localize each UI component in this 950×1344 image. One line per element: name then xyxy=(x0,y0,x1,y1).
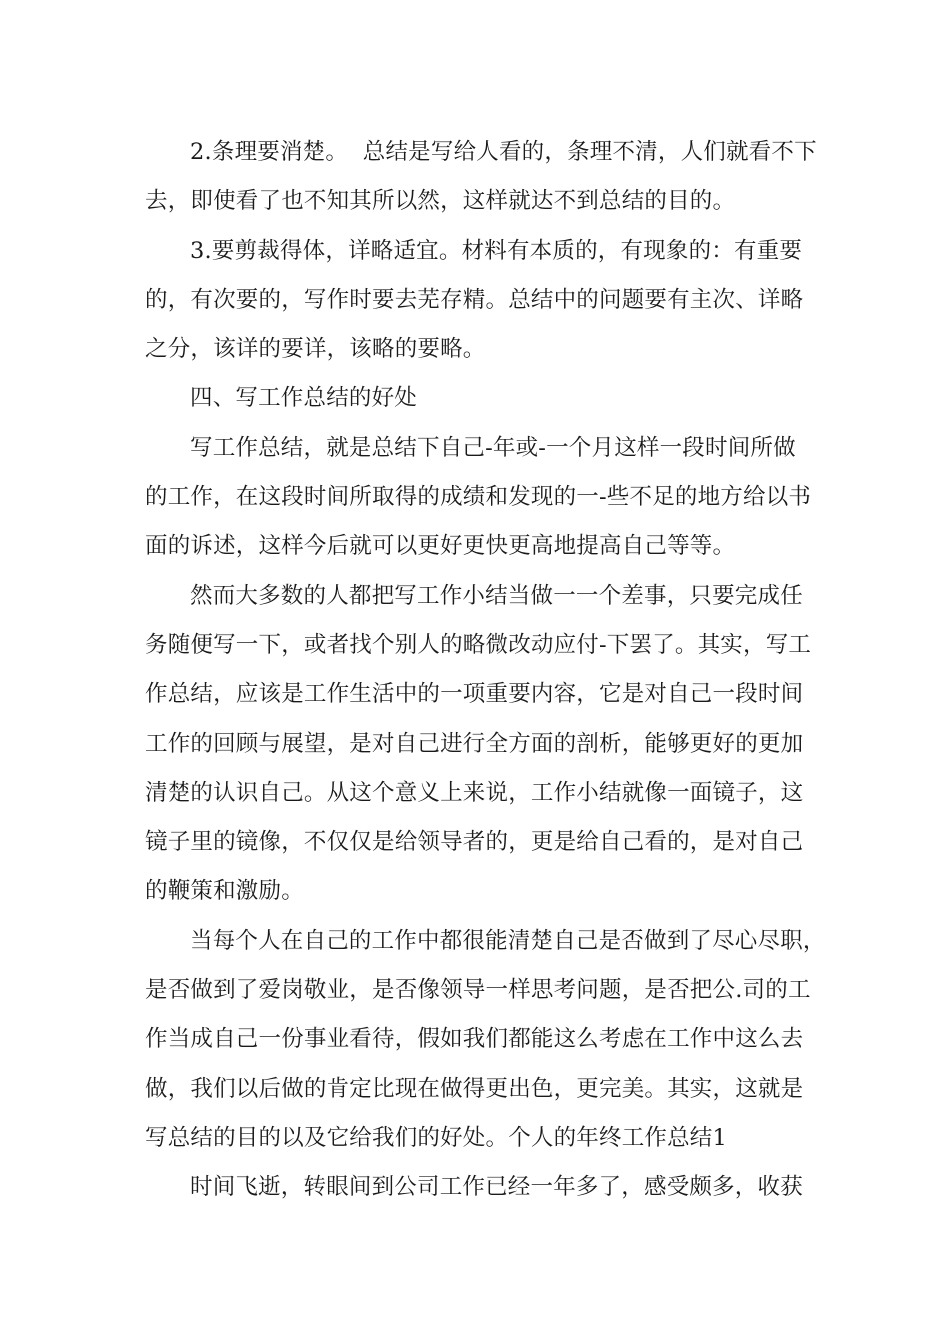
text-line: 务随便写一下，或者找个别人的略微改动应付-下罢了。其实，写工 xyxy=(145,631,812,658)
paragraph-item xyxy=(145,424,813,572)
text-line: 清楚的认识自己。从这个意义上来说，工作小结就像一面镜子，这 xyxy=(145,779,804,806)
text-line: 的工作，在这段时间所取得的成绩和发现的一-些不足的地方给以书 xyxy=(145,484,812,511)
text-line: 去，即使看了也不知其所以然，这样就达不到总结的目的。 xyxy=(145,188,736,215)
text-line: 的，有次要的，写作时要去芜存精。总结中的问题要有主次、详略 xyxy=(145,286,804,313)
paragraph-item xyxy=(145,1163,813,1212)
paragraph-item xyxy=(145,572,813,917)
paragraph-item xyxy=(145,128,817,227)
text-line: 写工作总结，就是总结下自己-年或-一个月这样一段时间所做 xyxy=(190,434,796,461)
text-line: 做，我们以后做的肯定比现在做得更出色，更完美。其实，这就是 xyxy=(145,1075,804,1102)
text-line: 的鞭策和激励。 xyxy=(145,878,304,905)
text-line: 写总结的目的以及它给我们的好处。个人的年终工作总结1 xyxy=(145,1124,728,1151)
text-line: 镜子里的镜像，不仅仅是给领导者的，更是给自己看的，是对自己 xyxy=(145,829,804,856)
text-line: 是否做到了爱岗敬业，是否像领导一样思考问题，是否把公.司的工 xyxy=(145,977,811,1004)
paragraph-item xyxy=(145,917,826,1163)
paragraph-item xyxy=(145,227,813,375)
text-line: 面的诉述，这样今后就可以更好更快更高地提高自己等等。 xyxy=(145,533,736,560)
text-line: 作总结，应该是工作生活中的一项重要内容，它是对自己一段时间 xyxy=(145,681,804,708)
text-line: 时间飞逝，转眼间到公司工作已经一年多了，感受颇多，收获 xyxy=(190,1174,803,1201)
text-line: 2.条理要消楚。 总结是写给人看的，条理不清，人们就看不下 xyxy=(190,139,817,165)
document-body xyxy=(145,128,826,1213)
text-line: 之分，该详的要详，该略的要略。 xyxy=(145,336,486,363)
text-line: 当每个人在自己的工作中都很能清楚自己是否做到了尽心尽职， xyxy=(190,927,826,954)
text-line: 3.要剪裁得体，详略适宜。材料有本质的，有现象的：有重要 xyxy=(190,237,803,264)
text-line: 然而大多数的人都把写工作小结当做一一个差事，只要完成任 xyxy=(190,582,803,609)
text-line: 四、写工作总结的好处 xyxy=(190,385,418,412)
text-line: 工作的回顾与展望，是对自己进行全方面的剖析，能够更好的更加 xyxy=(145,730,804,757)
text-line: 作当成自己一份事业看待，假如我们都能这么考虑在工作中这么去 xyxy=(145,1026,804,1053)
section-heading xyxy=(145,374,813,423)
